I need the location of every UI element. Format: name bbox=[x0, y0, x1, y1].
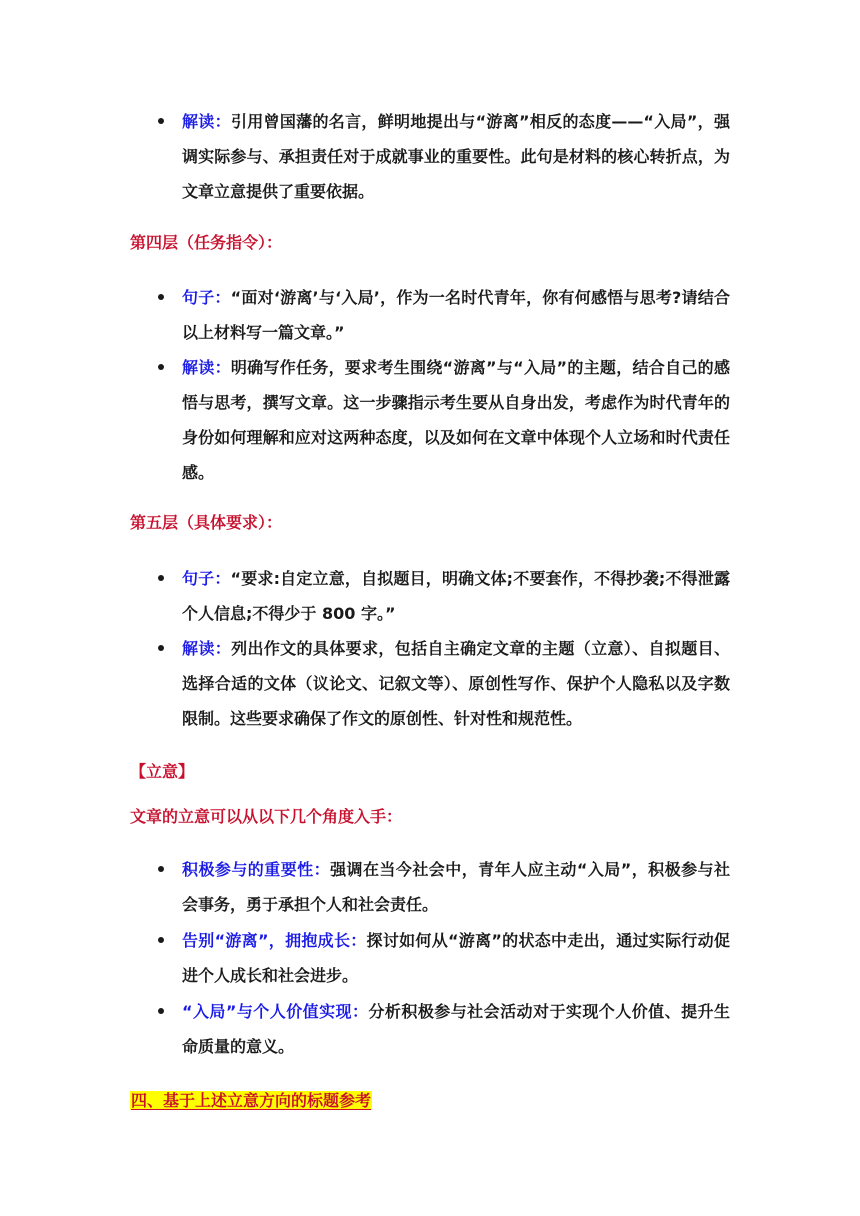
intent-item bbox=[182, 994, 730, 1064]
intent-item-text: 强调在当今社会中，青年人应主动“入局”，积极参与社会事务，勇于承担个人和社会责任。 bbox=[182, 860, 730, 914]
interpretation-text: 明确写作任务，要求考生围绕“游离”与“入局”的主题，结合自己的感悟与思考，撰写文章。这一步骤指示考生要从自身出发，考虑作为时代青年的身份如何理解和应对这两种态度，以及如何在文章中体现个人立场和时代责任感。 bbox=[182, 358, 730, 482]
sentence-label: 句子： bbox=[182, 288, 231, 307]
interpretation-label: 解读： bbox=[182, 358, 231, 377]
intent-item-label: 积极参与的重要性： bbox=[182, 860, 331, 879]
intent-item bbox=[182, 852, 730, 922]
layer3-interpretation bbox=[182, 104, 730, 209]
section4-title-text: 四、基于上述立意方向的标题参考 bbox=[131, 1091, 372, 1110]
layer4-sentence bbox=[182, 280, 730, 350]
intent-intro: 文章的立意可以从以下几个角度入手： bbox=[130, 807, 403, 826]
intent-item-text: 分析积极参与社会活动对于实现个人价值、提升生命质量的意义。 bbox=[182, 1002, 730, 1056]
layer5-interpretation bbox=[182, 631, 730, 736]
interpretation-label: 解读： bbox=[182, 639, 232, 658]
sentence-label: 句子： bbox=[182, 569, 231, 588]
sentence-text: “面对‘游离’与‘入局’，作为一名时代青年，你有何感悟与思考?请结合以上材料写一篇文章。” bbox=[182, 288, 730, 342]
intent-heading: 【立意】 bbox=[130, 762, 195, 781]
intent-item-text: 探讨如何从“游离”的状态中走出，通过实际行动促进个人成长和社会进步。 bbox=[182, 931, 730, 985]
intent-item-label: 告别“游离”，拥抱成长： bbox=[182, 931, 367, 950]
interpretation-text: 引用曾国藩的名言，鲜明地提出与“游离”相反的态度——“入局”，强调实际参与、承担责任对于成就事业的重要性。此句是材料的核心转折点，为文章立意提供了重要依据。 bbox=[182, 112, 730, 201]
interpretation-label: 解读： bbox=[182, 112, 231, 131]
layer5-sentence bbox=[182, 561, 730, 631]
interpretation-text: 列出作文的具体要求，包括自主确定文章的主题（立意）、自拟题目、选择合适的文体（议论文、记叙文等）、原创性写作、保护个人隐私以及字数限制。这些要求确保了作文的原创性、针对性和规范性。 bbox=[182, 639, 730, 728]
layer4-heading: 第四层（任务指令）： bbox=[130, 233, 283, 252]
section4-title bbox=[130, 1089, 372, 1113]
intent-item bbox=[182, 923, 730, 993]
intent-item-label: “入局”与个人价值实现： bbox=[182, 1002, 369, 1021]
sentence-text: “要求:自定立意，自拟题目，明确文体;不要套作，不得抄袭;不得泄露个人信息;不得少于 800 字。” bbox=[182, 569, 730, 623]
layer5-heading: 第五层（具体要求）： bbox=[130, 513, 283, 532]
layer4-interpretation bbox=[182, 350, 730, 490]
